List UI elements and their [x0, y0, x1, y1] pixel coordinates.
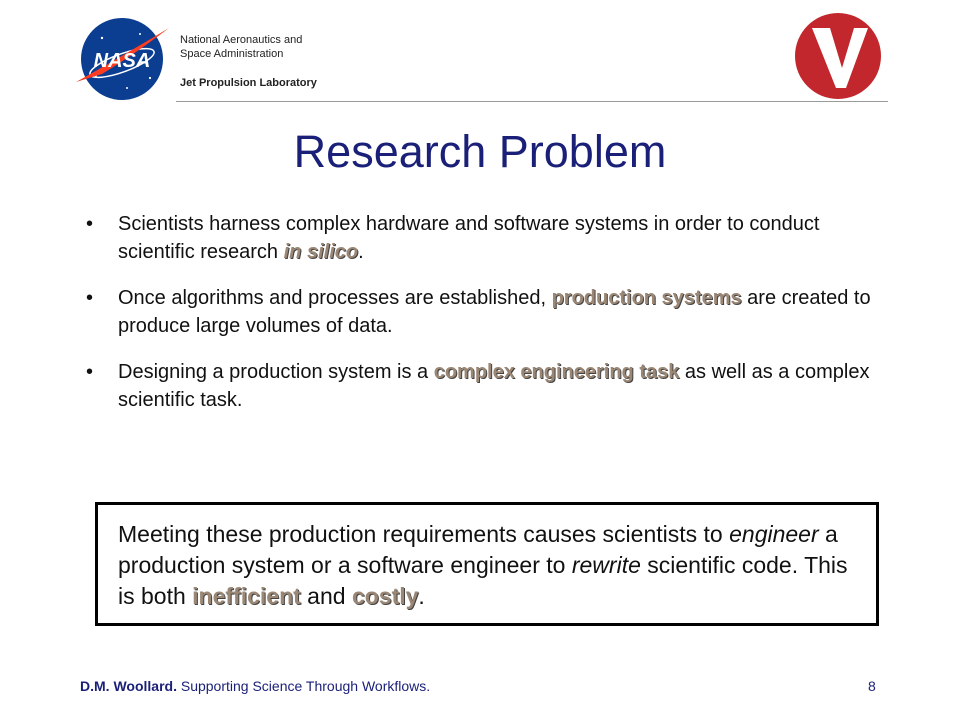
nasa-logo-text: NASA — [93, 50, 151, 72]
footer-author: D.M. Woollard. — [80, 678, 177, 694]
bullet-emphasis: complex engineering task — [433, 361, 680, 383]
org-line-2: Space Administration — [180, 48, 284, 60]
nasa-logo — [72, 16, 172, 102]
callout-segment: Meeting these production requirements causes scientists to — [118, 521, 730, 547]
lab-name: Jet Propulsion Laboratory — [180, 77, 317, 89]
bullet-glyph: • — [86, 361, 94, 383]
bullet-glyph: • — [86, 213, 94, 235]
callout-emphasis: inefficient — [192, 583, 301, 609]
footer-caption: Supporting Science Through Workflows. — [176, 678, 431, 694]
callout-emphasis: costly — [351, 583, 419, 609]
slide-title: Research Problem — [293, 126, 667, 177]
callout-italic: engineer — [729, 521, 819, 547]
bullet-item — [80, 210, 880, 266]
organization-name — [180, 33, 302, 61]
v-logo — [792, 10, 884, 102]
callout-italic: rewrite — [571, 552, 641, 578]
bullet-emphasis: production systems — [551, 287, 742, 309]
bullet-text: Once algorithms and processes are established, — [118, 287, 552, 309]
callout-segment: and — [300, 583, 352, 609]
bullet-text: Scientists harness complex hardware and software systems in order to conduct scientific research — [118, 213, 820, 263]
org-line-1: National Aeronautics and — [180, 34, 303, 46]
bullet-text: as well as a complex scientific task. — [118, 361, 870, 411]
callout-box — [95, 502, 879, 626]
page-number: 8 — [868, 678, 876, 694]
bullet-list — [80, 210, 880, 432]
bullet-text: Designing a production system is a — [118, 361, 434, 383]
callout-text — [118, 519, 863, 612]
bullet-text: are created to produce large volumes of data. — [118, 287, 871, 337]
header-divider — [176, 101, 888, 102]
bullet-emphasis: in silico — [283, 241, 359, 263]
callout-segment: . — [418, 583, 425, 609]
footer-citation — [80, 678, 430, 694]
callout-segment: scientific code. This is both — [118, 552, 848, 609]
bullet-item — [80, 284, 880, 340]
callout-segment: a production system or a software engineer to — [118, 521, 838, 578]
bullet-glyph: • — [86, 287, 94, 309]
bullet-text: . — [358, 241, 364, 263]
bullet-item — [80, 358, 880, 414]
